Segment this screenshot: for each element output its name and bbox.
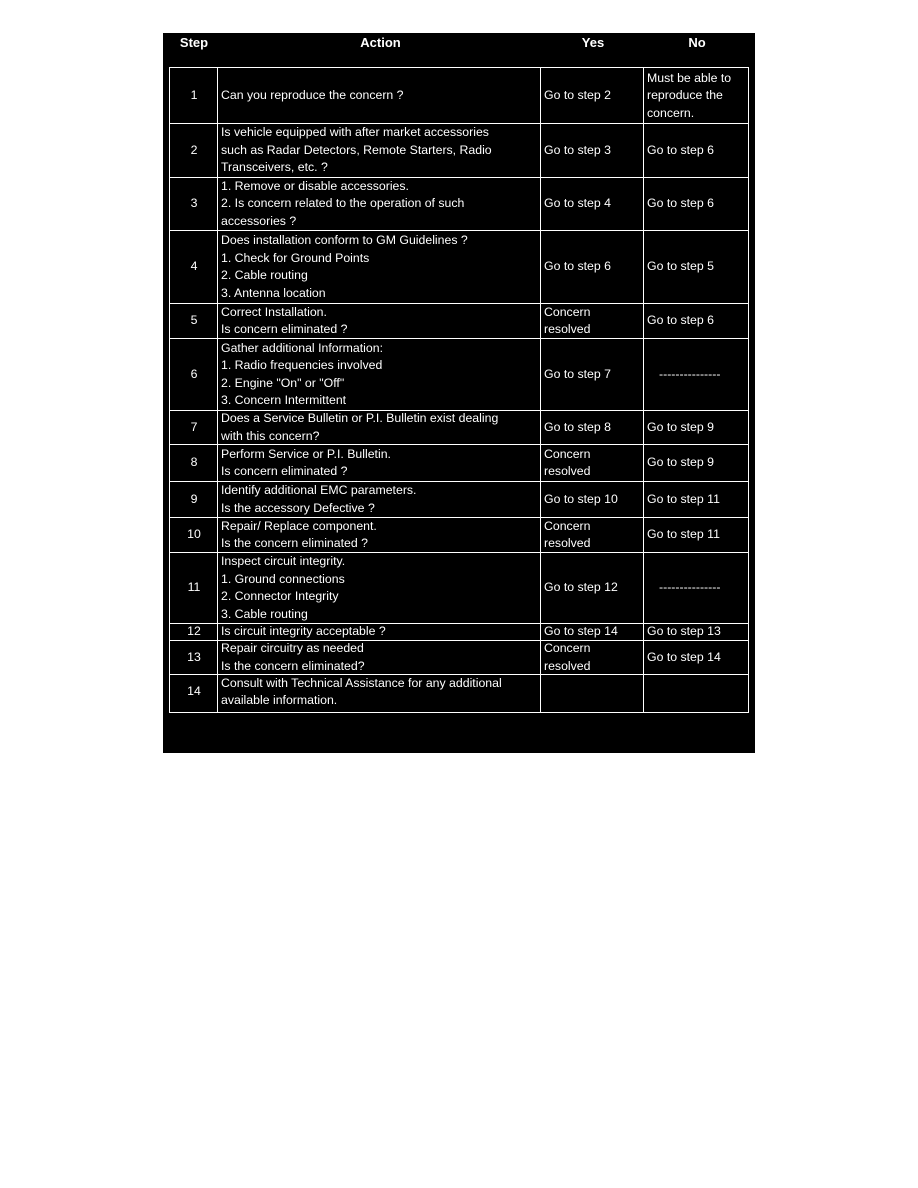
action-text-line: 2. Is concern related to the operation of such — [221, 196, 465, 211]
cell-yes — [541, 304, 643, 338]
cell-no — [644, 411, 748, 444]
no-text-line: Go to step 5 — [647, 259, 714, 274]
no-text-line: Go to step 9 — [647, 419, 714, 434]
no-text-line: concern. — [647, 105, 695, 120]
action-text-line: 2. Engine "On" or "Off" — [221, 375, 345, 390]
cell-yes — [541, 124, 643, 177]
no-text-line: reproduce the — [647, 88, 723, 103]
action-text-line: Can you reproduce the concern ? — [221, 88, 404, 103]
action-text-line: Repair circuitry as needed — [221, 641, 364, 655]
cell-step — [171, 518, 217, 552]
step-number: 3 — [190, 196, 198, 211]
cell-action — [218, 411, 540, 444]
action-text-line: Is the concern eliminated? — [221, 658, 365, 673]
cell-step — [171, 482, 217, 517]
diagnostic-table — [169, 67, 749, 713]
header-yes: Yes — [581, 35, 605, 50]
cell-no — [644, 482, 748, 517]
step-number: 4 — [190, 259, 198, 274]
action-text-line: Gather additional Information: — [221, 340, 384, 355]
no-text-line: Go to step 11 — [647, 491, 720, 506]
cell-no — [644, 69, 748, 123]
no-text-line: Go to step 14 — [647, 649, 721, 664]
no-text-line: Go to step 13 — [647, 624, 721, 639]
cell-action — [218, 445, 540, 481]
cell-step — [171, 124, 217, 177]
yes-text-line: Concern — [544, 446, 591, 461]
cell-yes — [541, 231, 643, 303]
cell-yes — [541, 641, 643, 674]
cell-step — [171, 69, 217, 123]
yes-text-line: Go to step 3 — [544, 142, 611, 157]
yes-text-line: Concern — [544, 518, 591, 533]
cell-action — [218, 69, 540, 123]
step-number: 9 — [190, 491, 198, 506]
cell-yes — [541, 553, 643, 623]
cell-no — [644, 231, 748, 303]
cell-step — [171, 641, 217, 674]
cell-yes — [541, 445, 643, 481]
cell-action — [218, 553, 540, 623]
step-number: 14 — [187, 684, 201, 699]
yes-text-line: Go to step 2 — [544, 88, 611, 103]
no-text-line: --------------- — [659, 366, 721, 381]
action-text-line: Transceivers, etc. ? — [221, 160, 328, 175]
action-text-line: Is the accessory Defective ? — [221, 500, 375, 515]
action-text-line: Perform Service or P.I. Bulletin. — [221, 446, 391, 461]
action-text-line: 2. Cable routing — [221, 268, 308, 282]
cell-yes — [541, 482, 643, 517]
step-number: 5 — [190, 313, 198, 328]
cell-yes — [541, 178, 643, 230]
cell-no — [644, 624, 748, 640]
yes-text-line: resolved — [544, 464, 591, 478]
cell-step — [171, 339, 217, 410]
cell-yes — [541, 518, 643, 552]
cell-no — [644, 304, 748, 338]
yes-text-line: resolved — [544, 322, 591, 336]
cell-yes — [541, 675, 643, 709]
action-text-line: accessories ? — [221, 213, 297, 228]
cell-yes — [541, 624, 643, 640]
action-text-line: 3. Concern Intermittent — [221, 393, 347, 407]
action-text-line: Is vehicle equipped with after market accessories — [221, 125, 489, 140]
no-text-line: Go to step 6 — [647, 196, 714, 211]
cell-no — [644, 339, 748, 410]
cell-step — [171, 624, 217, 640]
cell-no — [644, 124, 748, 177]
yes-text-line: Concern — [544, 304, 591, 319]
action-text-line: available information. — [221, 693, 338, 707]
action-text-line: Repair/ Replace component. — [221, 518, 377, 533]
cell-yes — [541, 69, 643, 123]
action-text-line: Is circuit integrity acceptable ? — [221, 624, 386, 639]
step-number: 11 — [187, 580, 201, 595]
cell-yes — [541, 339, 643, 410]
action-text-line: Is concern eliminated ? — [221, 464, 348, 478]
cell-yes — [541, 411, 643, 444]
cell-no — [644, 675, 748, 709]
cell-step — [171, 304, 217, 338]
action-text-line: Is concern eliminated ? — [221, 322, 348, 336]
cell-action — [218, 675, 540, 709]
step-number: 12 — [187, 624, 201, 639]
action-text-line: Consult with Technical Assistance for any additional — [221, 675, 502, 690]
step-number: 1 — [190, 88, 198, 103]
no-text-line: Must be able to — [647, 70, 732, 85]
header-no: No — [688, 35, 706, 50]
action-text-line: Is the concern eliminated ? — [221, 536, 368, 550]
cell-no — [644, 518, 748, 552]
yes-text-line: Go to step 7 — [544, 366, 611, 381]
step-number: 6 — [190, 366, 198, 381]
action-text-line: Identify additional EMC parameters. — [221, 483, 417, 497]
cell-no — [644, 445, 748, 481]
cell-action — [218, 339, 540, 410]
yes-text-line: Concern — [544, 641, 591, 655]
yes-text-line: resolved — [544, 658, 591, 673]
action-text-line: Does installation conform to GM Guidelines ? — [221, 233, 468, 247]
cell-action — [218, 624, 540, 640]
cell-no — [644, 641, 748, 674]
action-text-line: Inspect circuit integrity. — [221, 554, 346, 568]
action-text-line: 1. Check for Ground Points — [221, 250, 370, 265]
cell-no — [644, 553, 748, 623]
yes-text-line: resolved — [544, 536, 591, 550]
cell-action — [218, 178, 540, 230]
action-text-line: Correct Installation. — [221, 304, 327, 319]
cell-step — [171, 231, 217, 303]
no-text-line: Go to step 6 — [647, 142, 714, 157]
diagnostic-table-scan — [163, 33, 755, 753]
yes-text-line: Go to step 12 — [544, 580, 618, 595]
action-text-line: 1. Remove or disable accessories. — [221, 178, 409, 193]
no-text-line: Go to step 9 — [647, 455, 714, 470]
step-number: 13 — [187, 649, 201, 664]
step-number: 2 — [190, 142, 198, 157]
action-text-line: 1. Radio frequencies involved — [221, 358, 383, 372]
yes-text-line: Go to step 8 — [544, 419, 611, 434]
step-number: 8 — [190, 455, 198, 470]
cell-action — [218, 482, 540, 517]
cell-action — [218, 641, 540, 674]
no-text-line: Go to step 11 — [647, 527, 720, 542]
cell-action — [218, 304, 540, 338]
yes-text-line: Go to step 6 — [544, 259, 611, 274]
cell-action — [218, 124, 540, 177]
no-text-line: Go to step 6 — [647, 313, 714, 328]
action-text-line: 2. Connector Integrity — [221, 589, 339, 603]
header-step: Step — [179, 35, 209, 50]
cell-step — [171, 178, 217, 230]
cell-step — [171, 553, 217, 623]
action-text-line: 3. Antenna location — [221, 285, 326, 300]
action-text-line: Does a Service Bulletin or P.I. Bulletin exist dealing — [221, 411, 499, 425]
action-text-line: with this concern? — [221, 428, 320, 443]
cell-step — [171, 445, 217, 481]
cell-action — [218, 231, 540, 303]
action-text-line: such as Radar Detectors, Remote Starters, Radio — [221, 142, 492, 157]
cell-step — [171, 675, 217, 709]
header-action: Action — [360, 35, 401, 50]
step-number: 7 — [190, 419, 198, 434]
no-text-line: --------------- — [659, 580, 721, 595]
yes-text-line: Go to step 14 — [544, 624, 618, 639]
action-text-line: 1. Ground connections — [221, 571, 345, 586]
step-number: 10 — [187, 527, 201, 542]
cell-no — [644, 178, 748, 230]
cell-action — [218, 518, 540, 552]
cell-step — [171, 411, 217, 444]
action-text-line: 3. Cable routing — [221, 606, 308, 621]
yes-text-line: Go to step 4 — [544, 196, 611, 211]
yes-text-line: Go to step 10 — [544, 491, 618, 506]
